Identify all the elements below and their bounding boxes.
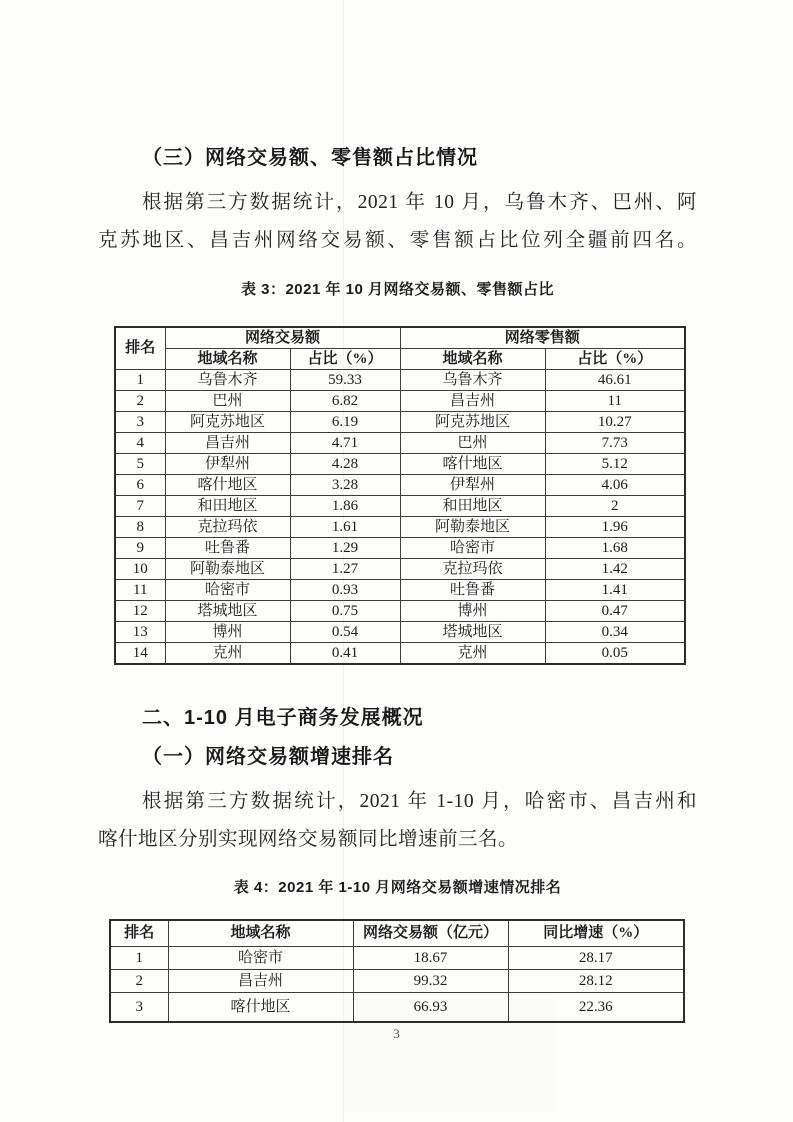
- cell-rank: 12: [115, 600, 165, 621]
- table-row: [110, 993, 684, 1023]
- cell-volume: 18.67: [353, 947, 508, 970]
- cell-retail-region: 哈密市: [400, 537, 545, 558]
- table3-header-retail-region: 地域名称: [400, 348, 545, 369]
- cell-retail-region: 伊犁州: [400, 474, 545, 495]
- table-row: [115, 453, 685, 474]
- cell-retail-region: 吐鲁番: [400, 579, 545, 600]
- cell-trade-share: 4.28: [290, 453, 400, 474]
- cell-growth: 22.36: [508, 993, 684, 1023]
- cell-rank: 4: [115, 432, 165, 453]
- cell-trade-region: 吐鲁番: [165, 537, 290, 558]
- cell-retail-share: 10.27: [545, 411, 685, 432]
- cell-trade-share: 0.75: [290, 600, 400, 621]
- cell-retail-share: 4.06: [545, 474, 685, 495]
- table-row: [115, 558, 685, 579]
- cell-rank: 2: [115, 390, 165, 411]
- cell-trade-region: 阿勒泰地区: [165, 558, 290, 579]
- cell-retail-share: 1.68: [545, 537, 685, 558]
- cell-trade-share: 0.54: [290, 621, 400, 642]
- cell-trade-region: 昌吉州: [165, 432, 290, 453]
- cell-trade-region: 和田地区: [165, 495, 290, 516]
- cell-volume: 66.93: [353, 993, 508, 1023]
- cell-rank: 3: [115, 411, 165, 432]
- table3-header-row-columns: [115, 348, 685, 369]
- cell-retail-share: 0.47: [545, 600, 685, 621]
- page-number: 3: [393, 1026, 400, 1041]
- cell-rank: 7: [115, 495, 165, 516]
- section3-heading: （三）网络交易额、零售额占比情况: [142, 147, 478, 169]
- cell-trade-share: 3.28: [290, 474, 400, 495]
- table-row: [115, 369, 685, 390]
- cell-rank: 9: [115, 537, 165, 558]
- cell-retail-share: 46.61: [545, 369, 685, 390]
- cell-retail-share: 0.34: [545, 621, 685, 642]
- table-row: [115, 516, 685, 537]
- cell-growth: 28.12: [508, 970, 684, 993]
- table3-header-retail-share: 占比（%）: [545, 348, 685, 369]
- cell-trade-region: 伊犁州: [165, 453, 290, 474]
- cell-retail-share: 0.05: [545, 642, 685, 664]
- cell-retail-share: 1.96: [545, 516, 685, 537]
- table-row: [110, 947, 684, 970]
- table4-header-rank: 排名: [110, 920, 168, 947]
- cell-rank: 11: [115, 579, 165, 600]
- cell-volume: 99.32: [353, 970, 508, 993]
- table-row: [115, 495, 685, 516]
- cell-rank: 6: [115, 474, 165, 495]
- cell-retail-region: 塔城地区: [400, 621, 545, 642]
- cell-retail-share: 11: [545, 390, 685, 411]
- cell-trade-region: 乌鲁木齐: [165, 369, 290, 390]
- table3-header-retail-group: 网络零售额: [400, 327, 685, 349]
- table-row: [115, 621, 685, 642]
- table3-header-row-groups: [115, 327, 685, 349]
- page-content: [0, 145, 793, 1023]
- cell-trade-region: 克拉玛依: [165, 516, 290, 537]
- cell-trade-share: 59.33: [290, 369, 400, 390]
- table4-header-region: 地域名称: [168, 920, 353, 947]
- cell-trade-region: 克州: [165, 642, 290, 664]
- paragraph-line: 喀什地区分别实现网络交易额同比增速前三名。: [98, 828, 519, 850]
- cell-retail-share: 7.73: [545, 432, 685, 453]
- cell-retail-share: 1.42: [545, 558, 685, 579]
- cell-retail-region: 克州: [400, 642, 545, 664]
- table-row: [115, 600, 685, 621]
- cell-trade-region: 塔城地区: [165, 600, 290, 621]
- cell-trade-region: 阿克苏地区: [165, 411, 290, 432]
- cell-rank: 3: [110, 993, 168, 1023]
- table4-header-growth: 同比增速（%）: [508, 920, 684, 947]
- table4-header-row: [110, 920, 684, 947]
- table3-header-trade-group: 网络交易额: [165, 327, 400, 349]
- cell-retail-region: 阿克苏地区: [400, 411, 545, 432]
- table-row: [115, 432, 685, 453]
- cell-rank: 5: [115, 453, 165, 474]
- table-row: [115, 474, 685, 495]
- cell-trade-share: 6.19: [290, 411, 400, 432]
- cell-trade-share: 1.86: [290, 495, 400, 516]
- cell-retail-region: 昌吉州: [400, 390, 545, 411]
- cell-trade-share: 1.61: [290, 516, 400, 537]
- section2-subheading: （一）网络交易额增速排名: [142, 745, 394, 768]
- paragraph-line: 根据第三方数据统计，2021 年 10 月，乌鲁木齐、巴州、阿: [142, 192, 697, 213]
- cell-trade-region: 哈密市: [165, 579, 290, 600]
- table3-header-trade-region: 地域名称: [165, 348, 290, 369]
- section3-paragraph: [98, 184, 697, 260]
- cell-trade-region: 巴州: [165, 390, 290, 411]
- cell-trade-share: 1.29: [290, 537, 400, 558]
- table3-header-rank: 排名: [115, 327, 165, 370]
- cell-trade-share: 6.82: [290, 390, 400, 411]
- cell-retail-region: 阿勒泰地区: [400, 516, 545, 537]
- paragraph-line: 克苏地区、昌吉州网络交易额、零售额占比位列全疆前四名。: [98, 230, 697, 251]
- cell-rank: 1: [110, 947, 168, 970]
- table3-header-trade-share: 占比（%）: [290, 348, 400, 369]
- table4-caption: 表 4：2021 年 1-10 月网络交易额增速情况排名: [233, 879, 562, 896]
- table-row: [115, 642, 685, 664]
- table4-header-volume: 网络交易额（亿元）: [353, 920, 508, 947]
- cell-retail-region: 克拉玛依: [400, 558, 545, 579]
- section2-paragraph: [98, 783, 697, 859]
- cell-retail-region: 和田地区: [400, 495, 545, 516]
- cell-rank: 2: [110, 970, 168, 993]
- cell-retail-share: 1.41: [545, 579, 685, 600]
- cell-trade-share: 4.71: [290, 432, 400, 453]
- table3-caption: 表 3：2021 年 10 月网络交易额、零售额占比: [240, 280, 555, 298]
- cell-rank: 13: [115, 621, 165, 642]
- table-row: [115, 411, 685, 432]
- cell-region: 哈密市: [168, 947, 353, 970]
- cell-retail-region: 巴州: [400, 432, 545, 453]
- cell-growth: 28.17: [508, 947, 684, 970]
- section2-heading: 二、1-10 月电子商务发展概况: [142, 706, 424, 729]
- cell-rank: 10: [115, 558, 165, 579]
- cell-retail-region: 博州: [400, 600, 545, 621]
- cell-retail-share: 5.12: [545, 453, 685, 474]
- cell-region: 喀什地区: [168, 993, 353, 1023]
- table-row: [115, 390, 685, 411]
- cell-trade-region: 喀什地区: [165, 474, 290, 495]
- cell-retail-region: 喀什地区: [400, 453, 545, 474]
- table-row: [115, 537, 685, 558]
- cell-trade-region: 博州: [165, 621, 290, 642]
- cell-rank: 14: [115, 642, 165, 664]
- cell-trade-share: 0.41: [290, 642, 400, 664]
- table-row: [110, 970, 684, 993]
- cell-region: 昌吉州: [168, 970, 353, 993]
- table4-trade-growth-ranking: [109, 919, 685, 1023]
- paragraph-line: 根据第三方数据统计，2021 年 1-10 月，哈密市、昌吉州和: [142, 790, 697, 812]
- cell-trade-share: 1.27: [290, 558, 400, 579]
- cell-retail-share: 2: [545, 495, 685, 516]
- table-row: [115, 579, 685, 600]
- cell-rank: 1: [115, 369, 165, 390]
- table3-network-trade-retail-share: [114, 326, 686, 665]
- cell-trade-share: 0.93: [290, 579, 400, 600]
- cell-rank: 8: [115, 516, 165, 537]
- cell-retail-region: 乌鲁木齐: [400, 369, 545, 390]
